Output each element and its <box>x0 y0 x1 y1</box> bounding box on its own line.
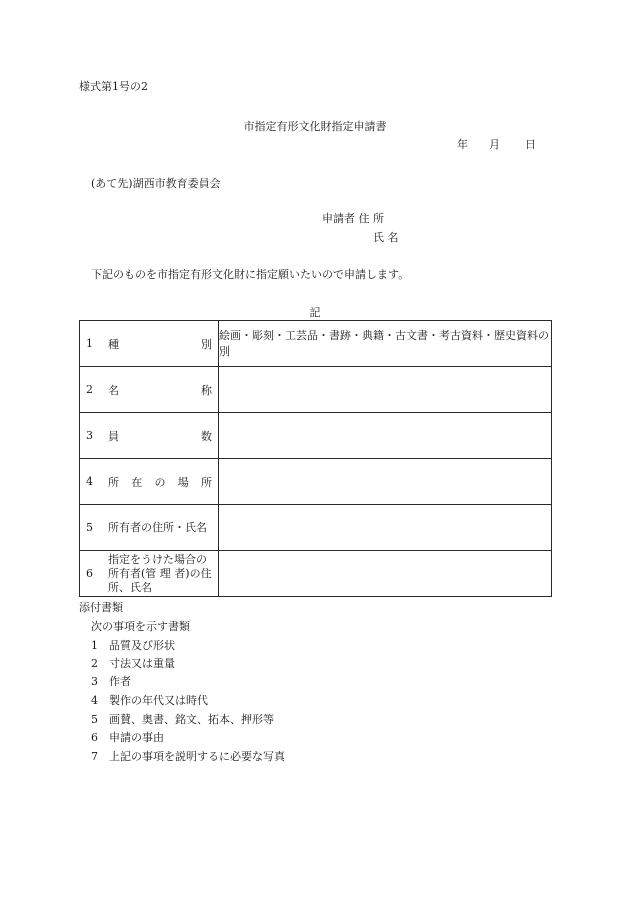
application-table <box>79 320 552 597</box>
list-item <box>91 713 274 727</box>
item-text: 寸法又は重量 <box>109 657 175 670</box>
row-label-owner <box>80 505 219 551</box>
item-text: 作者 <box>109 675 131 688</box>
item-text: 上記の事項を説明するに必要な写真 <box>109 750 285 763</box>
row-label-name <box>80 367 219 413</box>
row-number: 4 <box>86 475 93 488</box>
type-value: 絵画・彫刻・工芸品・書跡・典籍・古文書・考古資料・歴史資料の別 <box>219 321 552 367</box>
label-text: 所有者の住所・氏名 <box>108 520 207 534</box>
date-year-label: 年 <box>457 138 468 151</box>
date-month-label: 月 <box>489 138 500 151</box>
list-item <box>91 750 285 764</box>
date-day-label: 日 <box>525 138 536 151</box>
item-number: 3 <box>91 675 98 688</box>
item-number: 4 <box>91 694 98 707</box>
row-label-location <box>80 459 219 505</box>
table-row <box>80 459 552 505</box>
label-char: 名 <box>108 383 119 397</box>
row-number: 1 <box>86 337 93 350</box>
name-value-field[interactable] <box>219 367 552 413</box>
addressee: (あて先)湖西市教育委員会 <box>91 177 221 190</box>
attachments-intro: 次の事項を示す書類 <box>91 620 190 633</box>
row-number: 2 <box>86 383 93 396</box>
document-title: 市指定有形文化財指定申請書 <box>243 120 387 133</box>
row-number: 6 <box>86 567 93 580</box>
table-row <box>80 551 552 597</box>
table-row <box>80 413 552 459</box>
list-item <box>91 639 175 653</box>
table-row <box>80 321 552 367</box>
label-char: 別 <box>201 337 212 351</box>
list-item <box>91 694 208 708</box>
list-item <box>91 675 131 689</box>
item-number: 2 <box>91 657 98 670</box>
attachments-title: 添付書類 <box>79 601 123 614</box>
label-char: の <box>154 475 166 489</box>
label-char: 場 <box>177 475 189 489</box>
applicant-address-label: 申請者 住 所 <box>322 212 384 225</box>
label-char: 種 <box>108 337 119 351</box>
form-id: 様式第1号の2 <box>79 80 148 93</box>
label-char: 数 <box>201 429 212 443</box>
table-row <box>80 505 552 551</box>
label-char: 員 <box>108 429 119 443</box>
item-text: 画賛、奥書、銘文、拓本、押形等 <box>109 713 274 726</box>
label-char: 称 <box>201 383 212 397</box>
label-char: 所 <box>108 475 119 489</box>
item-number: 7 <box>91 750 98 763</box>
ki-heading: 記 <box>309 306 321 319</box>
row-number: 3 <box>86 429 93 442</box>
item-number: 6 <box>91 731 98 744</box>
label-text: 指定をうけた場合の所有者(管 理 者)の住所、氏名 <box>108 552 212 594</box>
item-number: 1 <box>91 639 98 652</box>
applicant-name-label: 氏 名 <box>373 231 399 244</box>
row-label-designated-owner <box>80 551 219 597</box>
item-text: 製作の年代又は時代 <box>109 694 208 707</box>
label-char: 所 <box>201 475 212 489</box>
list-item <box>91 657 175 671</box>
row-label-count <box>80 413 219 459</box>
item-text: 品質及び形状 <box>109 639 175 652</box>
label-char: 在 <box>131 475 143 489</box>
list-item <box>91 731 164 745</box>
row-number: 5 <box>86 521 93 534</box>
request-statement: 下記のものを市指定有形文化財に指定願いたいので申請します。 <box>91 268 410 281</box>
designated-owner-value-field[interactable] <box>219 551 552 597</box>
count-value-field[interactable] <box>219 413 552 459</box>
owner-value-field[interactable] <box>219 505 552 551</box>
location-value-field[interactable] <box>219 459 552 505</box>
item-number: 5 <box>91 713 98 726</box>
table-row <box>80 367 552 413</box>
item-text: 申請の事由 <box>109 731 164 744</box>
row-label-type <box>80 321 219 367</box>
